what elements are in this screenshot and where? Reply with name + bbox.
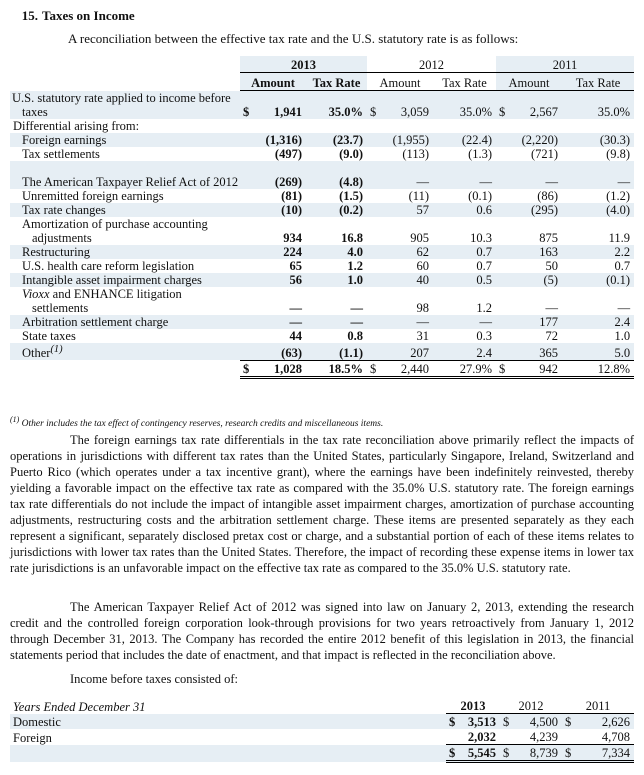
amount-2011: 2,567	[529, 105, 559, 119]
dollar-2011	[496, 203, 510, 217]
dollar-2012	[367, 245, 381, 259]
row-label-sup: (1)	[50, 344, 63, 355]
income-header-label: Years Ended December 31	[13, 699, 146, 714]
amount-2013: —	[289, 301, 302, 315]
table-row	[10, 329, 634, 343]
rate-2012: 0.6	[476, 203, 493, 217]
table-row	[10, 203, 634, 217]
income-dollar-2011: $	[565, 715, 572, 729]
year-header-row	[10, 56, 634, 73]
table-row	[10, 315, 634, 329]
paragraph-relief-act: The American Taxpayer Relief Act of 2012 was signed into law on January 2, 2013, extending the research credit and the controlled foreign corporation look-through provisions for two years retroactively from January 1, 2012 through December 31, 2013. The Company has recorded the entire 2012 benefit of this legislation in 2013, the financial statements period that includes the date of enactment, and that impact is reflected in the reconciliation above.	[10, 600, 634, 662]
amount-2013: (81)	[281, 189, 302, 203]
amount-2011: 365	[539, 345, 559, 360]
year-2013: 2013	[240, 56, 367, 73]
dollar-2012: $	[370, 105, 377, 119]
rate-2012: 10.3	[470, 231, 493, 245]
rate-2011: 0.7	[614, 259, 631, 273]
amount-2011: —	[545, 301, 559, 315]
rate-2013: 16.8	[341, 231, 364, 245]
rate-2012: —	[479, 175, 493, 189]
table-row	[10, 273, 634, 287]
row-label-italic: Vioxx	[22, 287, 50, 301]
income-value-2013: 2,032	[467, 730, 496, 744]
paragraph-foreign-earnings: The foreign earnings tax rate differentials in the tax rate reconciliation above primarily reflect the impacts of operations in jurisdictions with different tax rates than the United States, particularly Singapore, Ireland, Switzerland and Puerto Rico (which operates under a tax incentive grant), where the earnings have been indefinitely reinvested, thereby yielding a favorable impact on the effective tax rate as compared with the 35.0% U.S. statutory rate. The foreign earnings tax rate differentials do not include the impact of intangible asset impairment charges, amortization of purchase accounting adjustments, restructuring costs and the arbitration settlement charge. These items are presented separately as they each represent a significant, separately disclosed pretax cost or charge, and a substantial portion of each of these items relates to jurisdictions with lower tax rates than the United States. Therefore, the impact of recording these expense items in lower tax rate jurisdictions is an unfavorable impact on the effective tax rate as compared to the 35.0% U.S. statutory rate.	[10, 433, 634, 575]
table-row	[10, 714, 634, 730]
total-amount-2011: 942	[510, 360, 562, 377]
table-row	[10, 287, 634, 315]
income-value-2011: 2,626	[601, 715, 631, 729]
rate-2011: (9.8)	[606, 147, 631, 161]
total-amount-2013: 1,028	[254, 360, 306, 377]
table-row	[10, 259, 634, 273]
dollar-2013	[240, 245, 254, 259]
row-label	[10, 245, 240, 259]
income-year-2012: 2012	[500, 698, 562, 714]
rate-2013: (1.1)	[339, 345, 364, 360]
dollar-2013	[240, 133, 254, 147]
amount-2013: (269)	[274, 175, 302, 189]
rate-2013: —	[350, 301, 364, 315]
dollar-2012	[367, 329, 381, 343]
paragraph-income-intro: Income before taxes consisted of:	[70, 672, 238, 686]
amount-2012: 60	[416, 259, 430, 273]
row-label-text: Restructuring	[22, 245, 91, 259]
table-row	[10, 147, 634, 161]
income-dollar-2013	[446, 729, 460, 745]
dollar-2013	[240, 287, 254, 315]
amount-2011: (721)	[530, 147, 559, 161]
rate-2013: 4.0	[347, 245, 364, 259]
rate-2011: (1.2)	[606, 189, 631, 203]
income-row-label: Domestic	[13, 715, 61, 729]
amount-2011: 72	[545, 329, 559, 343]
rate-2012: 0.7	[476, 245, 493, 259]
income-total-label	[10, 745, 446, 762]
dollar-2012	[367, 147, 381, 161]
income-header-row	[10, 698, 634, 714]
table-row	[10, 91, 634, 120]
dollar-2013	[240, 329, 254, 343]
total-dollar-2013: $	[240, 360, 254, 377]
row-label	[10, 343, 240, 360]
total-label	[10, 360, 240, 377]
dollar-2012	[367, 203, 381, 217]
row-label-text: Amortization of purchase accounting adjustments	[22, 217, 208, 245]
row-label	[10, 91, 240, 120]
row-label	[10, 273, 240, 287]
income-year-2011: 2011	[562, 698, 634, 714]
amount-2012: 57	[416, 203, 430, 217]
dollar-2012	[367, 133, 381, 147]
rate-2013: 35.0%	[328, 105, 364, 119]
dollar-2013	[240, 343, 254, 360]
income-total-v13: 5,545	[460, 745, 500, 762]
row-label-text: Arbitration settlement charge	[22, 315, 169, 329]
amount-2011: (2,220)	[521, 133, 559, 147]
row-label-text: The American Taxpayer Relief Act of 2012	[22, 175, 239, 189]
rate-2011: —	[617, 175, 631, 189]
amount-2013: 56	[289, 273, 302, 287]
table-row	[10, 217, 634, 245]
row-label-text: Tax settlements	[22, 147, 100, 161]
amount-2013: 65	[289, 259, 302, 273]
col-rate-2012: Tax Rate	[433, 73, 496, 91]
dollar-2013	[240, 259, 254, 273]
amount-2012: (113)	[402, 147, 430, 161]
amount-2012: 98	[416, 301, 430, 315]
income-year-2013: 2013	[446, 698, 500, 714]
amount-2012: 207	[410, 345, 430, 360]
rate-2012: 0.5	[476, 273, 493, 287]
amount-2011: (295)	[530, 203, 559, 217]
rate-2011: 2.2	[614, 245, 631, 259]
table-row	[10, 343, 634, 360]
income-total-d12: $	[500, 745, 514, 762]
amount-2013: (10)	[281, 203, 302, 217]
amount-2012: 31	[416, 329, 430, 343]
dollar-2012	[367, 189, 381, 203]
table-row	[10, 245, 634, 259]
dollar-2011	[496, 133, 510, 147]
rate-2011: (0.1)	[606, 273, 631, 287]
rate-2011: 1.0	[614, 329, 631, 343]
income-total-row	[10, 745, 634, 762]
amount-2012: —	[416, 175, 430, 189]
rate-2013: 0.8	[347, 329, 364, 343]
row-label-text: Differential arising from:	[13, 119, 140, 133]
dollar-2013	[240, 273, 254, 287]
rate-2012: 0.7	[476, 259, 493, 273]
row-label-text: U.S. health care reform legislation	[22, 259, 195, 273]
dollar-2011	[496, 273, 510, 287]
rate-2011: 11.9	[608, 231, 631, 245]
amount-2012: —	[416, 315, 430, 329]
col-amount-2012: Amount	[367, 73, 433, 91]
income-before-taxes-table	[10, 698, 634, 763]
amount-2011: 50	[545, 259, 559, 273]
income-dollar-2012: $	[503, 715, 510, 729]
year-2012: 2012	[367, 56, 496, 73]
col-amount-2011: Amount	[496, 73, 562, 91]
table-row	[10, 161, 634, 189]
income-dollar-2013: $	[449, 715, 456, 729]
row-label	[10, 217, 240, 245]
row-label	[10, 161, 240, 189]
total-rate-2011: 12.8%	[562, 360, 634, 377]
row-label-text: Other	[22, 346, 51, 361]
row-label-text: Unremitted foreign earnings	[22, 189, 164, 203]
rate-2012: 1.2	[476, 301, 493, 315]
total-rate-2013: 18.5%	[306, 360, 367, 377]
rate-2011: (4.0)	[606, 203, 631, 217]
dollar-2011	[496, 259, 510, 273]
dollar-2013	[240, 161, 254, 189]
rate-2013: 1.2	[347, 259, 364, 273]
dollar-2011: $	[499, 105, 506, 119]
amount-2012: 62	[416, 245, 430, 259]
amount-2013: (497)	[274, 147, 302, 161]
dollar-2013	[240, 203, 254, 217]
row-label	[10, 147, 240, 161]
amount-2012: 40	[416, 273, 430, 287]
intro-text: A reconciliation between the effective tax rate and the U.S. statutory rate is as follows:	[68, 31, 519, 46]
amount-2013: 44	[289, 329, 302, 343]
column-header-row	[10, 73, 634, 91]
rate-2012: —	[479, 315, 493, 329]
row-label	[10, 259, 240, 273]
amount-2011: —	[545, 175, 559, 189]
dollar-2011	[496, 217, 510, 245]
amount-2012: 905	[410, 231, 430, 245]
row-filler	[240, 119, 634, 133]
dollar-2012	[367, 287, 381, 315]
total-dollar-2011: $	[496, 360, 510, 377]
income-dollar-2011	[562, 729, 576, 745]
amount-2013: 934	[283, 231, 302, 245]
dollar-2012	[367, 273, 381, 287]
year-2011: 2011	[496, 56, 634, 73]
row-label	[10, 189, 240, 203]
rate-2013: (9.0)	[339, 147, 364, 161]
income-value-2012: 4,239	[529, 730, 558, 744]
rate-2012: 0.3	[476, 329, 493, 343]
amount-2012: (11)	[408, 189, 430, 203]
col-rate-2013: Tax Rate	[306, 73, 367, 91]
footnote	[10, 415, 383, 429]
amount-2013: —	[289, 315, 302, 329]
total-row	[10, 360, 634, 377]
row-label-text: and ENHANCE litigation settlements	[32, 287, 182, 315]
rate-2013: (0.2)	[339, 203, 364, 217]
row-label	[10, 203, 240, 217]
row-label	[10, 119, 240, 133]
table-row	[10, 133, 634, 147]
row-label	[10, 133, 240, 147]
amount-2013: 224	[283, 245, 302, 259]
income-value-2013: 3,513	[467, 715, 496, 729]
amount-2013: 1,941	[273, 105, 302, 119]
footnote-text: Other includes the tax effect of contingency reserves, research credits and miscellaneous items.	[19, 419, 384, 430]
tax-reconciliation-table	[10, 56, 634, 379]
rate-2013: 1.0	[347, 273, 364, 287]
dollar-2013	[240, 315, 254, 329]
rate-2011: —	[617, 301, 631, 315]
rate-2012: (22.4)	[461, 133, 493, 147]
footnote-mark: (1)	[10, 415, 20, 424]
rate-2012: 2.4	[476, 345, 493, 360]
rate-2013: (1.5)	[339, 189, 364, 203]
row-label-text: Foreign earnings	[22, 133, 107, 147]
row-label-text: State taxes	[22, 329, 76, 343]
rate-2013: (23.7)	[332, 133, 364, 147]
dollar-2011	[496, 245, 510, 259]
amount-2011: 177	[539, 315, 559, 329]
amount-2013: (63)	[281, 345, 302, 360]
income-dollar-2012	[500, 729, 514, 745]
rate-2011: 35.0%	[597, 105, 631, 119]
rate-2013: (4.8)	[339, 175, 364, 189]
dollar-2011	[496, 329, 510, 343]
rate-2011: (30.3)	[599, 133, 631, 147]
total-amount-2012: 2,440	[381, 360, 433, 377]
total-dollar-2012: $	[367, 360, 381, 377]
row-label	[10, 315, 240, 329]
section-number: 15.	[21, 8, 38, 23]
dollar-2013: $	[243, 105, 250, 119]
dollar-2012	[367, 217, 381, 245]
income-total-d11: $	[562, 745, 576, 762]
col-amount-2013: Amount	[240, 73, 306, 91]
dollar-2011	[496, 315, 510, 329]
amount-2011: 163	[539, 245, 559, 259]
dollar-2012	[367, 161, 381, 189]
row-label-text: Intangible asset impairment charges	[22, 273, 202, 287]
rate-2011: 5.0	[614, 345, 631, 360]
income-total-v11: 7,334	[576, 745, 634, 762]
dollar-2011	[496, 343, 510, 360]
row-label-text: Tax rate changes	[22, 203, 106, 217]
dollar-2011	[496, 189, 510, 203]
dollar-2012	[367, 343, 381, 360]
total-rate-2012: 27.9%	[433, 360, 496, 377]
row-label	[10, 329, 240, 343]
dollar-2011	[496, 161, 510, 189]
dollar-2013	[240, 217, 254, 245]
amount-2011: 875	[539, 231, 559, 245]
rate-2012: 35.0%	[459, 105, 493, 119]
income-value-2011: 4,708	[601, 730, 631, 744]
income-row-label: Foreign	[13, 730, 52, 745]
amount-2012: 3,059	[400, 105, 430, 119]
dollar-2013	[240, 189, 254, 203]
amount-2011: (5)	[543, 273, 559, 287]
income-total-v12: 8,739	[514, 745, 562, 762]
rate-2012: (0.1)	[468, 189, 493, 203]
rate-2013: —	[350, 315, 364, 329]
dollar-2013	[240, 147, 254, 161]
dollar-2011	[496, 147, 510, 161]
dollar-2012	[367, 259, 381, 273]
table-row	[10, 119, 634, 133]
rate-2011: 2.4	[614, 315, 631, 329]
income-value-2012: 4,500	[529, 715, 558, 729]
section-title	[10, 8, 135, 24]
amount-2013: (1,316)	[265, 133, 302, 147]
income-total-d13: $	[446, 745, 460, 762]
amount-2012: (1,955)	[392, 133, 430, 147]
row-label	[10, 287, 240, 315]
amount-2011: (86)	[537, 189, 559, 203]
row-label-text: U.S. statutory rate applied to income before taxes	[12, 91, 231, 119]
col-rate-2011: Tax Rate	[562, 73, 634, 91]
rate-2012: (1.3)	[468, 147, 493, 161]
table-row	[10, 729, 634, 745]
dollar-2012	[367, 315, 381, 329]
table-row	[10, 189, 634, 203]
section-title-text: Taxes on Income	[42, 8, 135, 23]
dollar-2011	[496, 287, 510, 315]
